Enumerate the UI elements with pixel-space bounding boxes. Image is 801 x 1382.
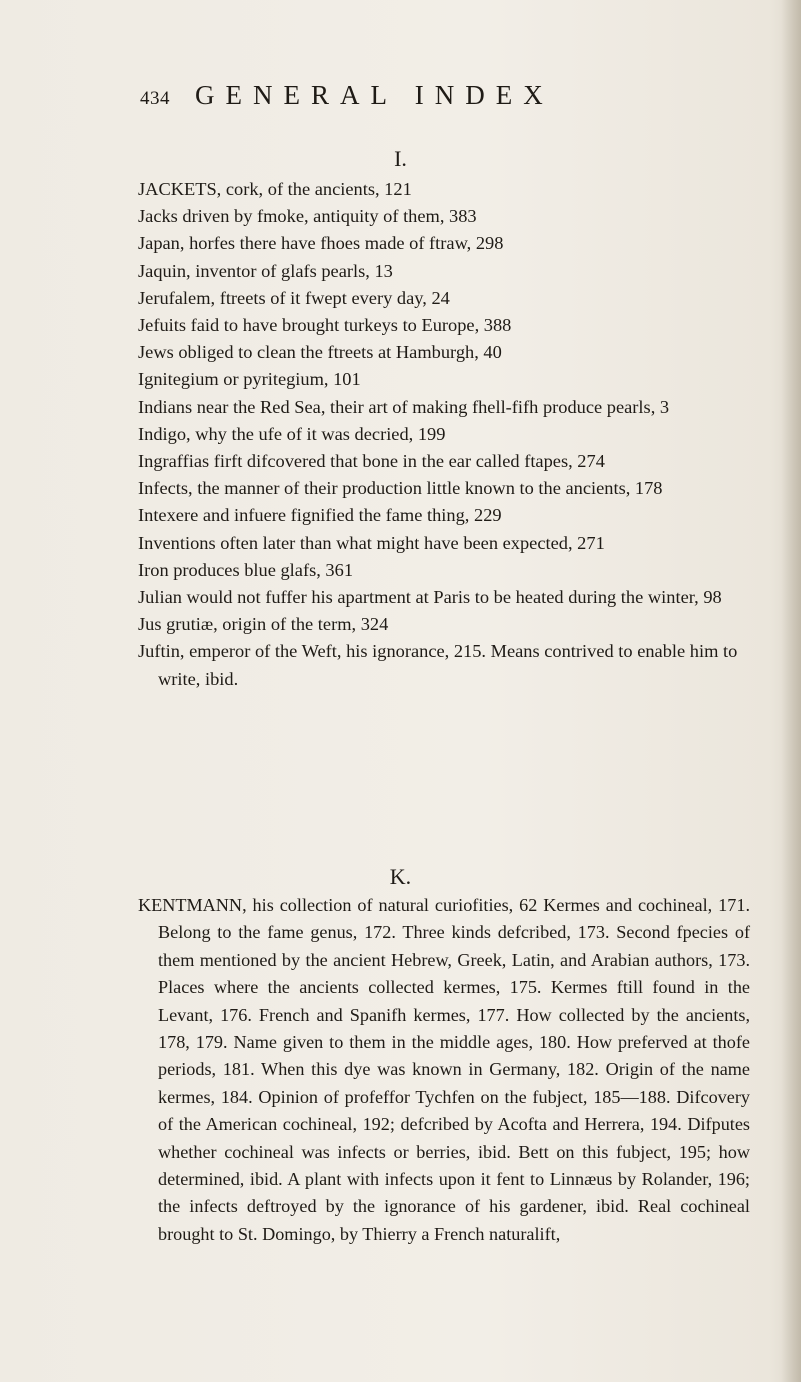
index-entry: Ingraffias firft difcovered that bone in the ear called ftapes, 274 [138,451,605,472]
index-entry: Jews obliged to clean the ftreets at Hamburgh, 40 [138,342,502,363]
index-entry: Jacks driven by fmoke, antiquity of them, 383 [138,206,477,227]
index-entry: Indigo, why the ufe of it was decried, 199 [138,423,446,444]
index-entry: Inventions often later than what might have been expected, 271 [138,532,605,553]
index-entry: Ignitegium or pyritegium, 101 [138,369,361,390]
index-entry: Juftin, emperor of the Weft, his ignorance, 215. Means contrived to enable him to write, ibid. [138,641,738,689]
index-entry: Indians near the Red Sea, their art of making fhell-fifh produce pearls, 3 [138,396,670,417]
section-heading-i: I. [394,146,407,171]
index-entry: Jerufalem, ftreets of it fwept every day, 24 [138,287,450,308]
index-section-k [138,892,750,1248]
running-title: GENERAL INDEX [195,80,554,110]
index-entry: Infects, the manner of their production little known to the ancients, 178 [138,478,663,499]
page-edge-shadow [781,0,801,1382]
index-section-i [138,176,750,693]
page-number: 434 [140,88,170,109]
index-entry: Jus grutiæ, origin of the term, 324 [138,614,389,635]
index-entry: Iron produces blue glafs, 361 [138,559,354,580]
index-entry: Jaquin, inventor of glafs pearls, 13 [138,260,393,281]
index-entry: Intexere and infuere fignified the fame thing, 229 [138,505,502,526]
index-entry: Julian would not fuffer his apartment at Paris to be heated during the winter, 98 [138,587,722,608]
index-entry: Japan, horfes there have fhoes made of ftraw, 298 [138,233,504,254]
index-entry-paragraph: KENTMANN, his collection of natural curiofities, 62 Kermes and cochineal, 171. Belong to the fame genus, 172. Three kinds defcribed, 173. Second fpecies of them mentioned by the ancient Hebrew, Greek, Latin, and Arabian authors, 173. Places where the ancients collected kermes, 175. Kermes ftill found in the Levant, 176. French and Spanifh kermes, 177. How collected by the ancients, 178, 179. Name given to them in the middle ages, 180. How preferved at thofe periods, 181. When this dye was known in Germany, 182. Origin of the name kermes, 184. Opinion of profeffor Tychfen on the fubject, 185—188. Difcovery of the American cochineal, 192; defcribed by Acofta and Herrera, 194. Difputes whether cochineal was infects or berries, ibid. Bett on this fubject, 195; how determined, ibid. A plant with infects upon it fent to Linnæus by Rolander, 196; the infects deftroyed by the ignorance of his gardener, ibid. Real cochineal brought to St. Domingo, by Thierry a French naturalift, [138,895,750,1244]
index-entry: JACKETS, cork, of the ancients, 121 [138,179,412,199]
section-heading-k: K. [389,864,412,889]
index-entry: Jefuits faid to have brought turkeys to Europe, 388 [138,315,512,336]
running-header [140,80,660,120]
